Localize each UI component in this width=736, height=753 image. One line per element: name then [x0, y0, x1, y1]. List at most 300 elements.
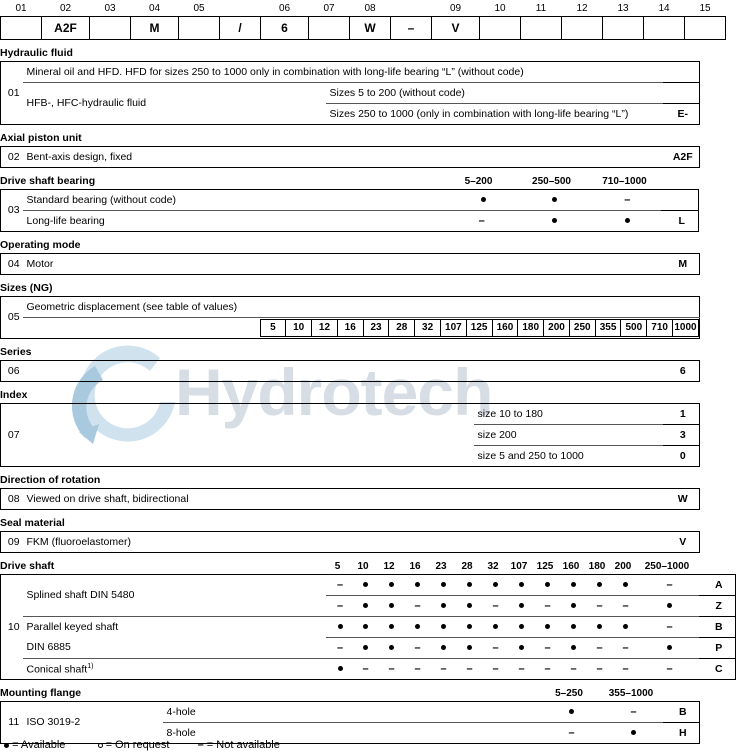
- not-available-icon: –: [492, 662, 499, 675]
- code-num-06: 06: [278, 2, 291, 14]
- availability-cell: [516, 210, 589, 231]
- availability-cell: [351, 637, 377, 658]
- section-title: Mounting flange: [0, 686, 82, 699]
- not-available-icon: –: [624, 193, 631, 206]
- row-code[interactable]: [663, 61, 700, 82]
- available-icon: [415, 624, 420, 629]
- row-subdescription: size 10 to 180: [477, 407, 543, 420]
- available-icon: [363, 603, 368, 608]
- available-icon: [519, 645, 524, 650]
- availability-cell: [559, 658, 585, 679]
- column-header-125: 125: [536, 560, 554, 572]
- table-row: [1, 360, 700, 381]
- code-num-04: 04: [148, 2, 161, 14]
- availability-cell: [611, 616, 637, 637]
- column-header-250-1000: 250–1000: [644, 560, 690, 572]
- code-cell-15[interactable]: [685, 16, 726, 39]
- column-header-23: 23: [435, 560, 447, 572]
- column-header-32: 32: [487, 560, 499, 572]
- size-value[interactable]: 160: [492, 319, 518, 336]
- row-code[interactable]: B: [699, 616, 736, 637]
- code-num-12: 12: [576, 2, 588, 14]
- table-row: [1, 616, 736, 637]
- availability-cell: [533, 595, 559, 616]
- row-subdescription: size 200: [474, 424, 663, 445]
- section-table-index: [0, 403, 700, 467]
- not-available-icon: –: [666, 578, 673, 591]
- row-code[interactable]: H: [663, 722, 700, 743]
- availability-cell: [589, 189, 661, 210]
- code-cell-12[interactable]: [562, 16, 603, 39]
- not-available-icon: –: [570, 662, 577, 675]
- available-icon: [338, 624, 343, 629]
- ordering-code-header: [0, 0, 726, 40]
- availability-cell: [403, 637, 429, 658]
- not-available-icon: –: [518, 662, 525, 675]
- footnote-marker: 1): [87, 663, 94, 671]
- available-icon: [519, 624, 524, 629]
- code-cell-02[interactable]: A2F: [42, 16, 90, 39]
- row-code[interactable]: B: [678, 705, 687, 718]
- size-value[interactable]: 1000: [673, 319, 699, 336]
- available-icon: [441, 582, 446, 587]
- size-value[interactable]: 10: [286, 319, 312, 336]
- section-heading-drive-shaft-bearing: [0, 174, 699, 189]
- availability-cell: [589, 210, 661, 231]
- row-description: HFB-, HFC-hydraulic fluid: [23, 82, 326, 124]
- available-icon: [667, 645, 672, 650]
- available-icon: [467, 645, 472, 650]
- row-code[interactable]: L: [661, 210, 698, 231]
- row-subdescription: 4-hole: [166, 705, 196, 718]
- availability-cell: [637, 595, 699, 616]
- row-subdescription: Sizes 250 to 1000 (only in combination with long-life bearing “L”): [326, 103, 663, 124]
- availability-cell: [585, 658, 611, 679]
- row-description: FKM (fluoroelastomer): [26, 535, 131, 548]
- column-header-12: 12: [383, 560, 395, 572]
- code-num-02: 02: [59, 2, 72, 14]
- row-code[interactable]: 3: [663, 424, 700, 445]
- availability-cell: [443, 189, 516, 210]
- not-available-icon: –: [622, 599, 629, 612]
- section-table-drive-shaft: [0, 574, 736, 680]
- section-heading-hydraulic-fluid: [0, 46, 699, 61]
- row-description: ISO 3019-2: [26, 716, 81, 728]
- not-available-icon: –: [362, 662, 369, 675]
- table-row: [1, 637, 736, 658]
- not-available-icon: –: [544, 599, 551, 612]
- code-num-01: 01: [15, 2, 27, 14]
- row-description: Geometric displacement (see table of values): [26, 300, 238, 313]
- section-table-series: [0, 360, 700, 382]
- section-table-operating-mode: [0, 253, 700, 275]
- not-available-icon: –: [388, 662, 395, 675]
- section-heading-sizes-ng: [0, 281, 699, 296]
- availability-cell: [559, 595, 585, 616]
- legend-available-label: = Available: [12, 739, 66, 751]
- size-value[interactable]: 250: [569, 319, 595, 336]
- availability-cell: [377, 658, 403, 679]
- row-code[interactable]: C: [699, 658, 736, 679]
- section-heading-mounting-flange: [0, 686, 699, 701]
- code-cell-06[interactable]: 6: [261, 16, 309, 39]
- row-index: 10: [7, 620, 20, 633]
- section-table-drive-shaft-bearing: [0, 189, 699, 232]
- table-row: [1, 701, 700, 722]
- available-icon: [571, 603, 576, 608]
- table-row: [1, 403, 700, 424]
- availability-cell: [326, 574, 351, 595]
- availability-cell: [403, 658, 429, 679]
- row-description-text: Conical shaft: [26, 663, 88, 676]
- availability-cell: [326, 595, 351, 616]
- availability-cell: [377, 595, 403, 616]
- availability-cell: [455, 616, 481, 637]
- code-cell-09[interactable]: V: [432, 16, 480, 39]
- row-index: 06: [7, 364, 20, 377]
- table-row: [1, 253, 700, 274]
- not-available-icon: –: [630, 705, 637, 718]
- code-num-10: 10: [494, 2, 506, 14]
- code-num-blank-1: [220, 0, 261, 16]
- table-row: [1, 658, 736, 679]
- section-title: Operating mode: [0, 238, 81, 251]
- availability-cell: [611, 637, 637, 658]
- size-value[interactable]: 500: [621, 319, 647, 336]
- availability-cell: [403, 574, 429, 595]
- availability-cell: [326, 616, 351, 637]
- code-cell-10[interactable]: [480, 16, 521, 39]
- code-num-08: 08: [364, 2, 376, 14]
- code-cell-04[interactable]: M: [131, 16, 179, 39]
- availability-cell: [533, 574, 559, 595]
- row-index: 05: [7, 311, 20, 323]
- row-index: 07: [7, 428, 20, 441]
- row-description: [23, 403, 474, 466]
- available-icon: [571, 645, 576, 650]
- code-cell-01[interactable]: [1, 16, 42, 39]
- availability-cell: [377, 616, 403, 637]
- not-available-icon: –: [666, 620, 673, 633]
- available-icon: [481, 197, 486, 202]
- section-table-hydraulic-fluid: [0, 61, 700, 125]
- size-values-strip: [256, 317, 700, 338]
- availability-cell: [611, 595, 637, 616]
- size-value[interactable]: 23: [363, 319, 389, 336]
- code-cell-13[interactable]: [603, 16, 644, 39]
- available-icon: [389, 645, 394, 650]
- availability-cell: [455, 637, 481, 658]
- size-value[interactable]: 710: [647, 319, 673, 336]
- row-code[interactable]: Z: [699, 595, 736, 616]
- size-value[interactable]: 200: [544, 319, 570, 336]
- availability-cell: [351, 595, 377, 616]
- row-index: 01: [7, 86, 20, 99]
- size-values-table: [260, 319, 700, 337]
- row-code[interactable]: E-: [663, 103, 700, 124]
- row-index: 08: [7, 492, 20, 505]
- row-code[interactable]: W: [677, 492, 688, 505]
- row-description: Mineral oil and HFD. HFD for sizes 250 to 1000 only in combination with long-life bearing “L” (without code): [26, 65, 524, 78]
- availability-cell: [611, 574, 637, 595]
- availability-cell: [533, 658, 559, 679]
- row-code[interactable]: [663, 82, 700, 103]
- table-row: [1, 488, 700, 509]
- size-value[interactable]: 5: [260, 319, 286, 336]
- code-cell-14[interactable]: [644, 16, 685, 39]
- section-heading-axial-piston-unit: [0, 131, 699, 146]
- availability-cell: [481, 574, 507, 595]
- row-subdescription: 8-hole: [163, 722, 539, 743]
- available-icon: [467, 624, 472, 629]
- code-num-07: 07: [323, 2, 335, 14]
- row-code[interactable]: [661, 189, 698, 210]
- code-num-03: 03: [104, 2, 116, 14]
- availability-cell: [481, 595, 507, 616]
- legend-on-request-label: = On request: [105, 739, 170, 751]
- code-num-09: 09: [449, 2, 462, 14]
- not-available-icon: –: [414, 641, 421, 654]
- availability-cell: [351, 658, 377, 679]
- availability-cell: [559, 574, 585, 595]
- table-row: [1, 189, 699, 210]
- section-heading-operating-mode: [0, 238, 699, 253]
- row-index: 09: [7, 535, 20, 548]
- availability-cell: [559, 616, 585, 637]
- available-icon: [363, 582, 368, 587]
- column-header-16: 16: [409, 560, 421, 572]
- not-available-icon: –: [666, 662, 673, 675]
- not-available-icon: –: [568, 726, 575, 739]
- available-icon: [467, 603, 472, 608]
- spacer-cell: [23, 317, 256, 338]
- row-code[interactable]: 1: [679, 407, 686, 420]
- available-icon: [389, 603, 394, 608]
- availability-cell: [403, 616, 429, 637]
- row-code[interactable]: A: [714, 578, 723, 591]
- size-value[interactable]: 107: [440, 319, 466, 336]
- available-icon: [571, 582, 576, 587]
- table-row: [1, 574, 736, 595]
- table-row: [1, 82, 700, 103]
- code-cell-slash[interactable]: /: [220, 16, 261, 39]
- availability-cell: [601, 701, 663, 722]
- not-available-icon: –: [414, 662, 421, 675]
- section-title: Series: [0, 345, 32, 358]
- availability-cell: [539, 722, 601, 743]
- section-title: Hydraulic fluid: [0, 46, 73, 59]
- row-code[interactable]: P: [699, 637, 736, 658]
- availability-cell: [429, 574, 455, 595]
- available-icon: [545, 624, 550, 629]
- not-available-icon: –: [336, 578, 344, 591]
- table-row: [1, 210, 699, 231]
- not-available-icon: –: [492, 599, 499, 612]
- section-title: Index: [0, 388, 28, 401]
- availability-cell: [481, 658, 507, 679]
- availability-cell: [377, 637, 403, 658]
- available-icon: [552, 197, 557, 202]
- row-description: Standard bearing (without code): [26, 193, 176, 206]
- section-title: Drive shaft: [0, 559, 55, 572]
- section-heading-seal-material: [0, 516, 699, 531]
- size-value[interactable]: 355: [595, 319, 621, 336]
- row-code[interactable]: 6: [679, 364, 686, 377]
- section-title: Sizes (NG): [0, 281, 53, 294]
- row-code[interactable]: V: [679, 535, 687, 548]
- code-cell-dash[interactable]: –: [391, 16, 432, 39]
- column-header-28: 28: [461, 560, 473, 572]
- not-available-icon: –: [197, 739, 204, 752]
- availability-cell: [611, 658, 637, 679]
- row-index: 02: [7, 150, 20, 163]
- available-icon: [545, 582, 550, 587]
- available-icon: [631, 730, 636, 735]
- availability-cell: [585, 574, 611, 595]
- code-cell-07[interactable]: [309, 16, 350, 39]
- availability-cell: [443, 210, 516, 231]
- code-num-14: 14: [658, 2, 670, 14]
- availability-cell: [429, 616, 455, 637]
- code-cell-08[interactable]: W: [350, 16, 391, 39]
- section-table-axial-piston-unit: [0, 146, 700, 168]
- availability-cell: [533, 637, 559, 658]
- available-icon: [363, 624, 368, 629]
- row-index: 04: [7, 257, 20, 270]
- availability-cell: [403, 595, 429, 616]
- row-description: Long-life bearing: [23, 210, 444, 231]
- availability-cell: [481, 616, 507, 637]
- available-icon: [441, 624, 446, 629]
- row-index: 11: [8, 716, 20, 728]
- availability-cell: [429, 658, 455, 679]
- section-heading-series: [0, 345, 699, 360]
- available-icon: [338, 666, 343, 671]
- availability-cell: [507, 616, 533, 637]
- not-available-icon: –: [492, 641, 499, 654]
- section-heading-index: [0, 388, 699, 403]
- available-icon: [493, 624, 498, 629]
- column-header-355-1000: 355–1000: [608, 687, 654, 699]
- not-available-icon: –: [622, 662, 629, 675]
- availability-cell: [516, 189, 589, 210]
- table-row: [1, 296, 700, 317]
- availability-cell: [351, 616, 377, 637]
- not-available-icon: –: [596, 599, 603, 612]
- row-code[interactable]: M: [678, 257, 688, 270]
- row-description: Parallel keyed shaft: [23, 616, 326, 637]
- row-description: Bent-axis design, fixed: [26, 150, 133, 163]
- availability-cell: [326, 637, 351, 658]
- column-header-10: 10: [357, 560, 369, 572]
- size-value[interactable]: 32: [415, 319, 441, 336]
- row-subdescription: Sizes 5 to 200 (without code): [326, 82, 663, 103]
- row-description: DIN 6885: [26, 641, 71, 654]
- code-cell-05[interactable]: [179, 16, 220, 39]
- available-icon: [552, 218, 557, 223]
- available-icon: [519, 582, 524, 587]
- availability-cell: [455, 658, 481, 679]
- not-available-icon: –: [596, 662, 603, 675]
- availability-cell: [637, 658, 699, 679]
- available-icon: [571, 624, 576, 629]
- availability-cell: [637, 637, 699, 658]
- size-value[interactable]: 180: [518, 319, 544, 336]
- not-available-icon: –: [440, 662, 447, 675]
- availability-cell: [539, 701, 601, 722]
- available-icon: [441, 645, 446, 650]
- availability-cell: [377, 574, 403, 595]
- row-index: 03: [7, 204, 20, 216]
- section-table-mounting-flange: [0, 701, 700, 744]
- available-icon: [597, 582, 602, 587]
- section-heading-direction-of-rotation: [0, 473, 699, 488]
- row-code[interactable]: 0: [663, 445, 700, 466]
- not-available-icon: –: [622, 641, 629, 654]
- available-icon: [623, 624, 628, 629]
- code-cell-03[interactable]: [90, 16, 131, 39]
- available-icon: [623, 582, 628, 587]
- not-available-icon: –: [544, 641, 551, 654]
- section-title: Axial piston unit: [0, 131, 82, 144]
- size-value[interactable]: 28: [389, 319, 415, 336]
- availability-cell: [585, 616, 611, 637]
- availability-cell: [455, 574, 481, 595]
- code-num-15: 15: [699, 2, 711, 14]
- availability-cell: [507, 637, 533, 658]
- availability-cell: [507, 574, 533, 595]
- column-header-710-1000: 710–1000: [602, 175, 647, 187]
- row-subdescription: size 5 and 250 to 1000: [474, 445, 663, 466]
- code-num-13: 13: [617, 2, 629, 14]
- not-available-icon: –: [336, 599, 344, 612]
- not-available-icon: –: [544, 662, 551, 675]
- availability-cell: [637, 616, 699, 637]
- available-icon: [519, 603, 524, 608]
- section-heading-drive-shaft: [0, 559, 699, 574]
- available-icon: [415, 582, 420, 587]
- available-icon: [625, 218, 630, 223]
- row-description: [23, 360, 663, 381]
- availability-cell: [507, 595, 533, 616]
- availability-cell: [637, 574, 699, 595]
- not-available-icon: –: [336, 641, 344, 654]
- availability-cell: [585, 595, 611, 616]
- watermark-text: Hydrotech: [175, 355, 493, 429]
- code-cell-11[interactable]: [521, 16, 562, 39]
- row-description: Viewed on drive shaft, bidirectional: [26, 492, 189, 505]
- availability-cell: [455, 595, 481, 616]
- available-icon: [389, 582, 394, 587]
- availability-cell: [533, 616, 559, 637]
- section-title: Direction of rotation: [0, 473, 101, 486]
- column-header-5-200: 5–200: [464, 175, 493, 187]
- availability-cell: [507, 658, 533, 679]
- availability-cell: [429, 637, 455, 658]
- available-icon: [389, 624, 394, 629]
- size-value[interactable]: 125: [466, 319, 492, 336]
- size-value[interactable]: 16: [337, 319, 363, 336]
- row-code[interactable]: A2F: [672, 150, 693, 163]
- legend-not-available-label: = Not available: [206, 739, 280, 751]
- not-available-icon: –: [466, 662, 473, 675]
- availability-cell: [585, 637, 611, 658]
- size-value[interactable]: 12: [312, 319, 338, 336]
- code-cell-row: [1, 16, 726, 39]
- code-number-row: [1, 0, 726, 16]
- column-header-200: 200: [614, 560, 632, 572]
- available-icon: [597, 624, 602, 629]
